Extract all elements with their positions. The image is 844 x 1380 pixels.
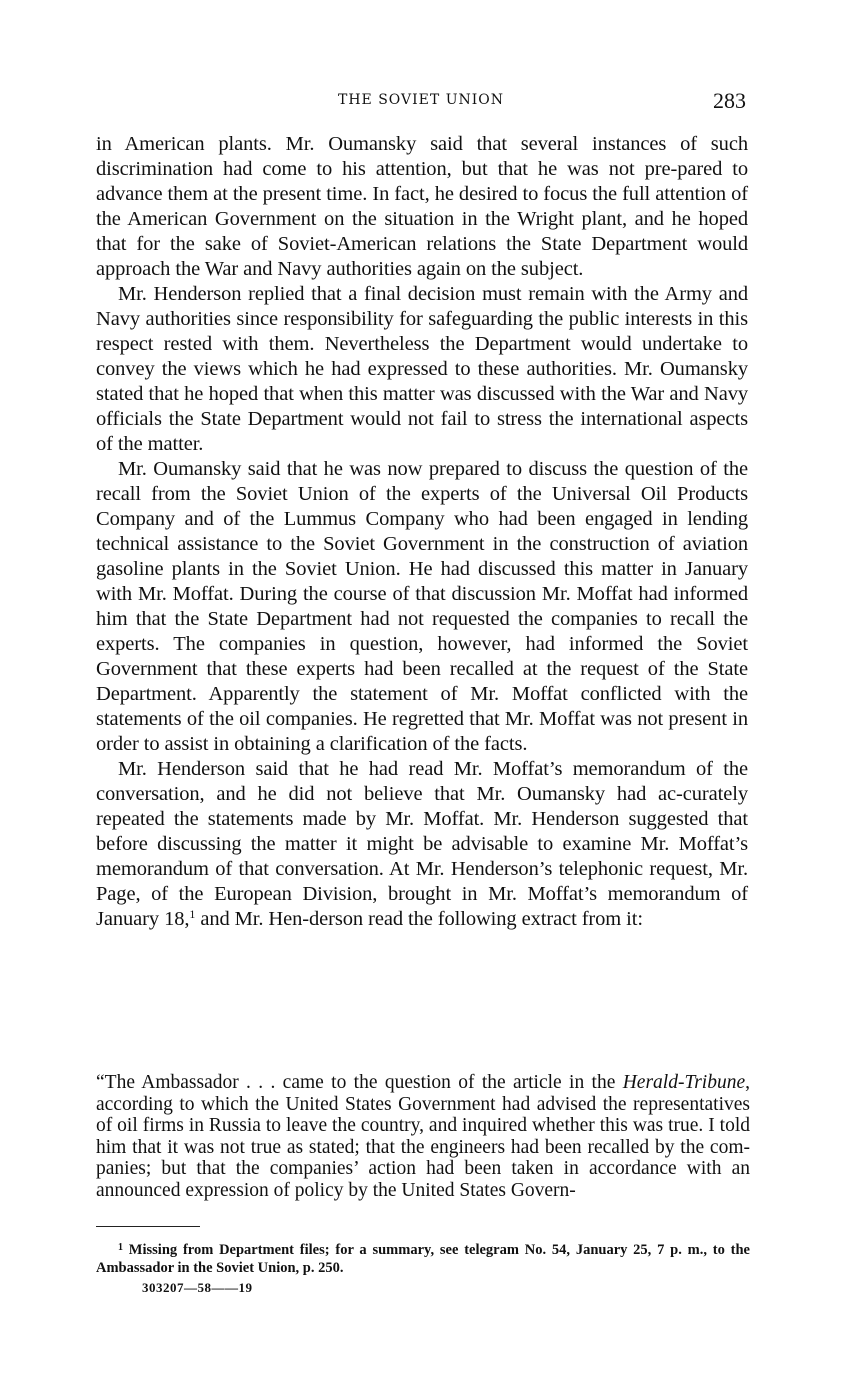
running-head: THE SOVIET UNION	[338, 92, 504, 108]
footnote-reference: 1	[189, 907, 196, 921]
block-quote	[96, 1072, 750, 1201]
page-header	[96, 88, 746, 118]
paragraph: in American plants. Mr. Oumansky said that several instances of such discrimination had come to his attention, but that he was not pre-pared to advance them at the present time. In fact, he desired to focus the full attention of the American Government on the situation in the Wright plant, and he hoped that for the sake of Soviet-American relations the State Department would approach the War and Navy authorities again on the subject.	[96, 133, 748, 280]
page-number: 283	[713, 88, 746, 113]
footnote-rule	[96, 1226, 200, 1227]
paragraph-text: Mr. Henderson said that he had read Mr. Moffat’s memorandum of the conversation, and he did not believe that Mr. Oumansky had ac-curately repeated the statements made by Mr. Moffat. Mr. Henderson suggested that before discussing the matter it might be advisable to examine Mr. Moffat’s memorandum of that conversation. At Mr. Henderson’s telephonic request, Mr. Page, of the European Division, brought in Mr. Moffat’s memorandum of January 18,	[96, 758, 748, 930]
footnote-text: Missing from Department files; for a summary, see telegram No. 54, January 25, 7 p. m., to the Ambassador in the Soviet Union, p. 250.	[96, 1242, 750, 1276]
quote-text: , according to which the United States Government had advised the representatives of oil firms in Russia to leave the country, and inquired whether this was true. I told him that it was not true as stated; that the engineers had been recalled by the com-panies; but that the companies’ action had been taken in accordance with an announced expression of policy by the United States Govern-	[96, 1072, 750, 1201]
paragraph: Mr. Henderson replied that a final decision must remain with the Army and Navy authorities since responsibility for safeguarding the public interests in this respect rested with them. Nevertheless the Department would undertake to convey the views which he had expressed to these authorities. Mr. Oumansky stated that he hoped that when this matter was discussed with the War and Navy officials the State Department would not fail to stress the international aspects of the matter.	[96, 283, 748, 455]
paragraph	[96, 757, 748, 932]
quote-text: “The Ambassador . . . came to the question of the article in the	[96, 1072, 623, 1093]
paragraph: Mr. Oumansky said that he was now prepared to discuss the question of the recall from the Soviet Union of the experts of the Universal Oil Products Company and of the Lummus Company who had been engaged in lending technical assistance to the Soviet Government in the construction of aviation gasoline plants in the Soviet Union. He had discussed this matter in January with Mr. Moffat. During the course of that discussion Mr. Moffat had informed him that the State Department had not requested the companies to recall the experts. The companies in question, however, had informed the Soviet Government that these experts had been recalled at the request of the State Department. Apparently the statement of Mr. Moffat conflicted with the statements of the oil companies. He regretted that Mr. Moffat was not present in order to assist in obtaining a clarification of the facts.	[96, 458, 748, 755]
paragraph-text: and Mr. Hen-derson read the following extract from it:	[195, 908, 643, 930]
print-code: 303207—58——19	[142, 1280, 253, 1295]
newspaper-title: Herald-Tribune	[622, 1072, 746, 1093]
footnote	[96, 1239, 750, 1277]
body-text	[96, 132, 748, 932]
footnote-marker: 1	[118, 1242, 123, 1253]
